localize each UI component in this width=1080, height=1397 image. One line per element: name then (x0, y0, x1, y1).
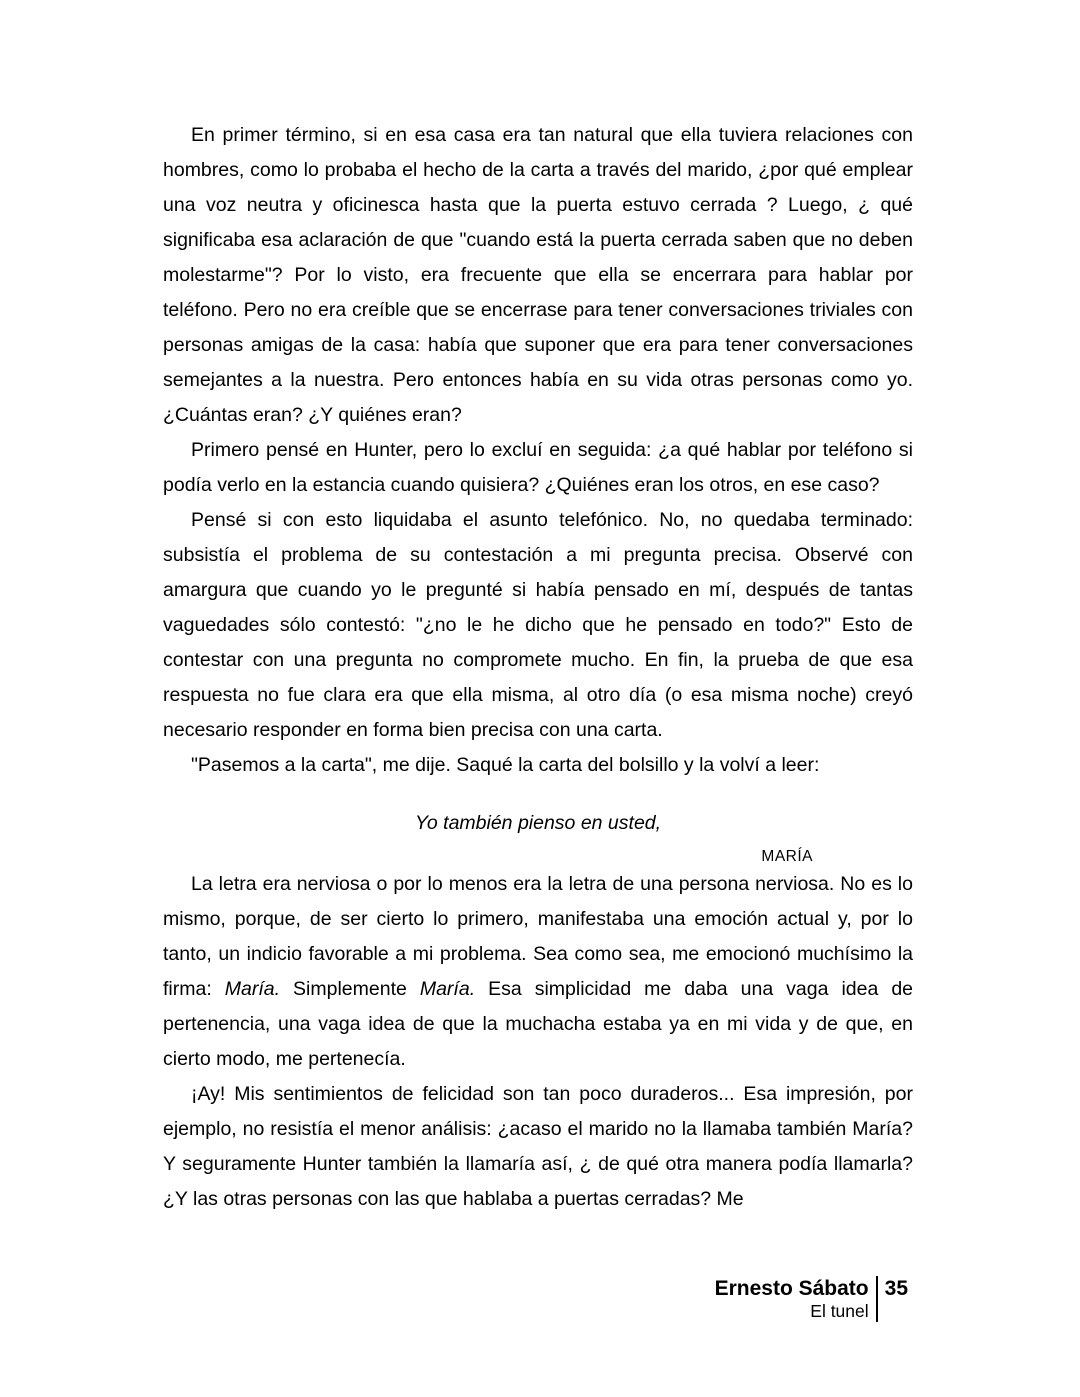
maria-italic-1: María. (224, 978, 281, 1000)
letter-signature: MARÍA (761, 848, 813, 865)
page-footer (715, 1276, 908, 1322)
paragraph-4: "Pasemos a la carta", me dije. Saqué la carta del bolsillo y la volví a leer: (191, 754, 820, 776)
paragraph-5-lead: La letra era nerviosa o por lo menos era la letra de una persona nerviosa. No es lo mismo, porque, de ser cierto lo primero, manifestaba una emoción actual y, por lo tanto, un indicio favorable a mi problema. Sea como sea, me emocionó muchísimo la firma: (163, 873, 913, 1000)
page-text (163, 118, 913, 1217)
maria-italic-2: María. (419, 978, 476, 1000)
paragraph-2: Primero pensé en Hunter, pero lo excluí en seguida: ¿a qué hablar por teléfono si podía verlo en la estancia cuando quisiera? ¿Quiénes eran los otros, en ese caso? (163, 439, 913, 496)
paragraph-5-tail: Esa simplicidad me daba una vaga idea de pertenencia, una vaga idea de que la muchacha estaba ya en mi vida y de que, en cierto modo, me pertenecía. (163, 978, 914, 1070)
footer-book-title: El tunel (810, 1301, 869, 1321)
paragraph-6: ¡Ay! Mis sentimientos de felicidad son tan poco duraderos... Esa impresión, por ejemplo, no resistía el menor análisis: ¿acaso el marido no la llamaba también María? Y seguramente Hunter también la llamaría así, ¿ de qué otra manera podía llamarla? ¿Y las otras personas con las que hablaba a puertas cerradas? Me (163, 1083, 913, 1210)
paragraph-5 (163, 867, 913, 1077)
footer-divider (876, 1276, 878, 1322)
paragraph-3: Pensé si con esto liquidaba el asunto telefónico. No, no quedaba terminado: subsistía el problema de su contestación a mi pregunta precisa. Observé con amargura que cuando yo le pregunté si había pensado en mí, después de tantas vaguedades sólo contestó: "¿no le he dicho que he pensado en todo?" Esto de contestar con una pregunta no compromete mucho. En fin, la prueba de que esa respuesta no fue clara era que ella misma, al otro día (o esa misma noche) creyó necesario responder en forma bien precisa con una carta. (163, 509, 913, 741)
footer-author-block (715, 1276, 869, 1322)
footer-page-number: 35 (884, 1277, 908, 1300)
footer-author: Ernesto Sábato (714, 1277, 869, 1300)
paragraph-1: En primer término, si en esa casa era tan natural que ella tuviera relaciones con hombres, como lo probaba el hecho de la carta a través del marido, ¿por qué emplear una voz neutra y oficinesca hasta que la puerta estuvo cerrada ? Luego, ¿ qué significaba esa aclaración de que "cuando está la puerta cerrada saben que no deben molestarme"? Por lo visto, era frecuente que ella se encerrara para hablar por teléfono. Pero no era creíble que se encerrase para tener conversaciones triviales con personas amigas de la casa: había que suponer que era para tener conversaciones semejantes a la nuestra. Pero entonces había en su vida otras personas como yo. ¿Cuántas eran? ¿Y quiénes eran? (163, 124, 913, 426)
letter-quote: Yo también pienso en usted, (414, 812, 662, 834)
paragraph-5-mid: Simplemente (280, 978, 420, 1000)
